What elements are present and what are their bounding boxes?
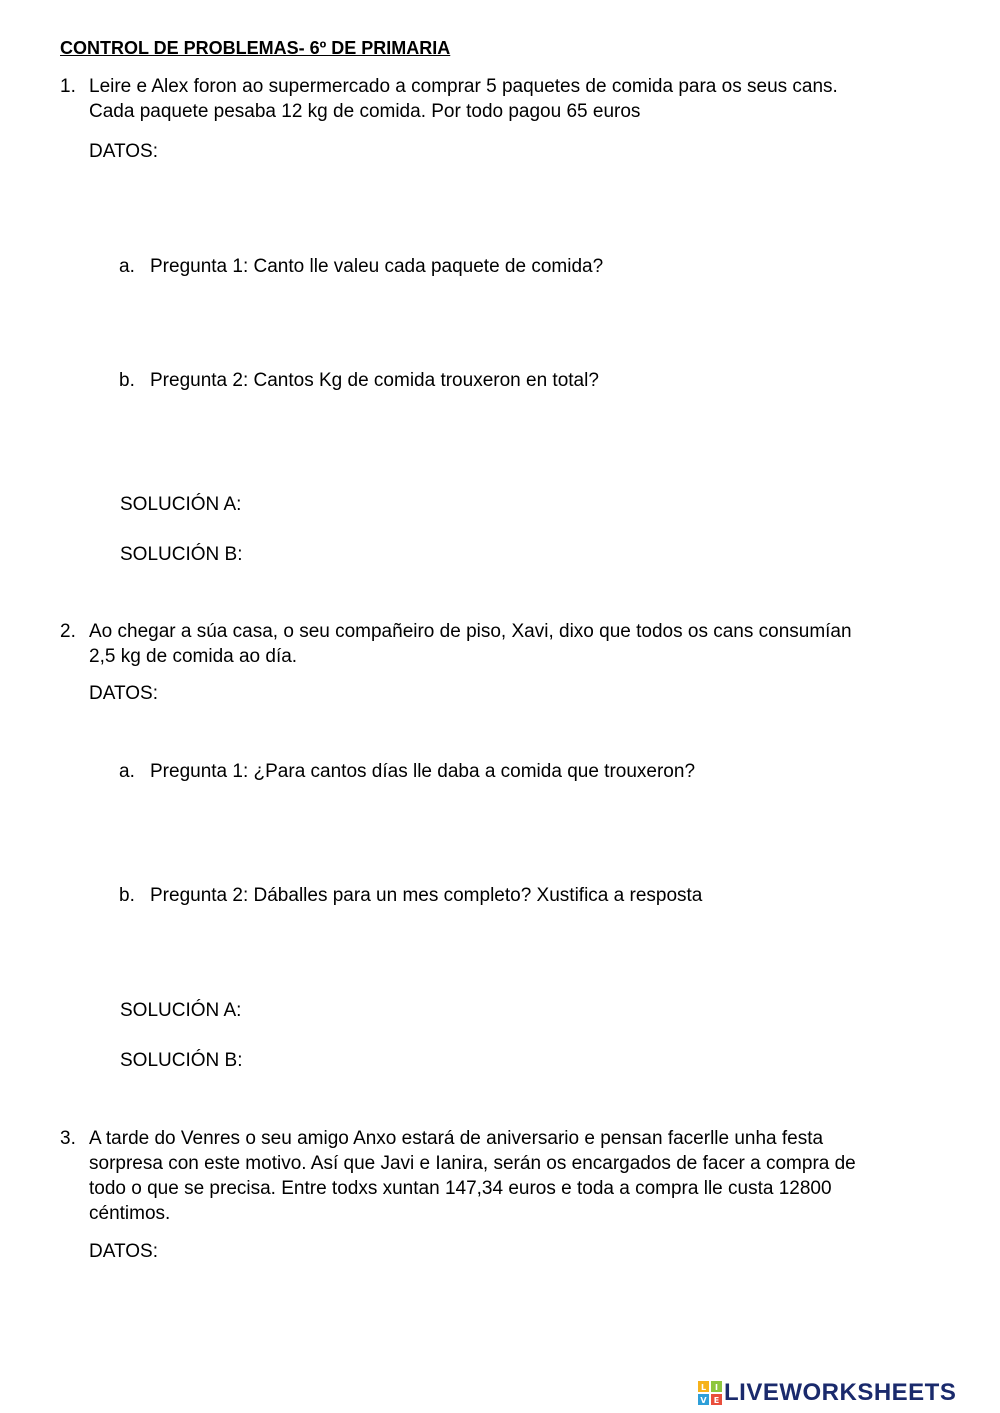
problem-1-datos: DATOS: bbox=[89, 141, 158, 162]
problem-3-line-2: sorpresa con este motivo. Así que Javi e Ianira, serán os encargados de facer a compra de bbox=[89, 1153, 856, 1174]
liveworksheets-logo-icon bbox=[698, 1381, 722, 1405]
problem-3-number: 3. bbox=[60, 1128, 76, 1149]
problem-2-question-a-letter: a. bbox=[119, 761, 135, 782]
problem-1-solution-a: SOLUCIÓN A: bbox=[120, 494, 242, 515]
problem-3-line-1: A tarde do Venres o seu amigo Anxo estará de aniversario e pensan facerlle unha festa bbox=[89, 1128, 824, 1149]
problem-2-question-a: Pregunta 1: ¿Para cantos días lle daba a comida que trouxeron? bbox=[150, 761, 696, 782]
problem-2-line-2: 2,5 kg de comida ao día. bbox=[89, 646, 298, 667]
problem-2-question-b-letter: b. bbox=[119, 885, 135, 906]
problem-1-number: 1. bbox=[60, 76, 76, 97]
problem-1-line-2: Cada paquete pesaba 12 kg de comida. Por todo pagou 65 euros bbox=[89, 101, 641, 122]
problem-3-datos: DATOS: bbox=[89, 1241, 158, 1262]
problem-1-question-a: Pregunta 1: Canto lle valeu cada paquete de comida? bbox=[150, 256, 604, 277]
svg-text:V: V bbox=[700, 1396, 707, 1405]
problem-3-line-3: todo o que se precisa. Entre todxs xuntan 147,34 euros e toda a compra lle custa 12800 bbox=[89, 1178, 832, 1199]
problem-2-datos: DATOS: bbox=[89, 683, 158, 704]
problem-2-solution-a: SOLUCIÓN A: bbox=[120, 1000, 242, 1021]
problem-3-line-4: céntimos. bbox=[89, 1203, 171, 1224]
svg-text:L: L bbox=[700, 1383, 707, 1392]
liveworksheets-logo bbox=[698, 1380, 956, 1406]
liveworksheets-logo-text: LIVEWORKSHEETS bbox=[724, 1379, 957, 1406]
problem-2-number: 2. bbox=[60, 621, 76, 642]
problem-1-question-b-letter: b. bbox=[119, 370, 135, 391]
problem-2-solution-b: SOLUCIÓN B: bbox=[120, 1050, 243, 1071]
problem-1-question-b: Pregunta 2: Cantos Kg de comida trouxeron en total? bbox=[150, 370, 599, 391]
problem-1-solution-b: SOLUCIÓN B: bbox=[120, 544, 243, 565]
problem-1-line-1: Leire e Alex foron ao supermercado a comprar 5 paquetes de comida para os seus cans. bbox=[89, 76, 838, 97]
problem-2-question-b: Pregunta 2: Dáballes para un mes completo? Xustifica a resposta bbox=[150, 885, 703, 906]
problem-1-question-a-letter: a. bbox=[119, 256, 135, 277]
svg-text:E: E bbox=[713, 1396, 720, 1405]
problem-2-line-1: Ao chegar a súa casa, o seu compañeiro de piso, Xavi, dixo que todos os cans consumían bbox=[89, 621, 852, 642]
page-title: CONTROL DE PROBLEMAS- 6º DE PRIMARIA bbox=[60, 38, 451, 58]
svg-text:I: I bbox=[715, 1383, 718, 1392]
